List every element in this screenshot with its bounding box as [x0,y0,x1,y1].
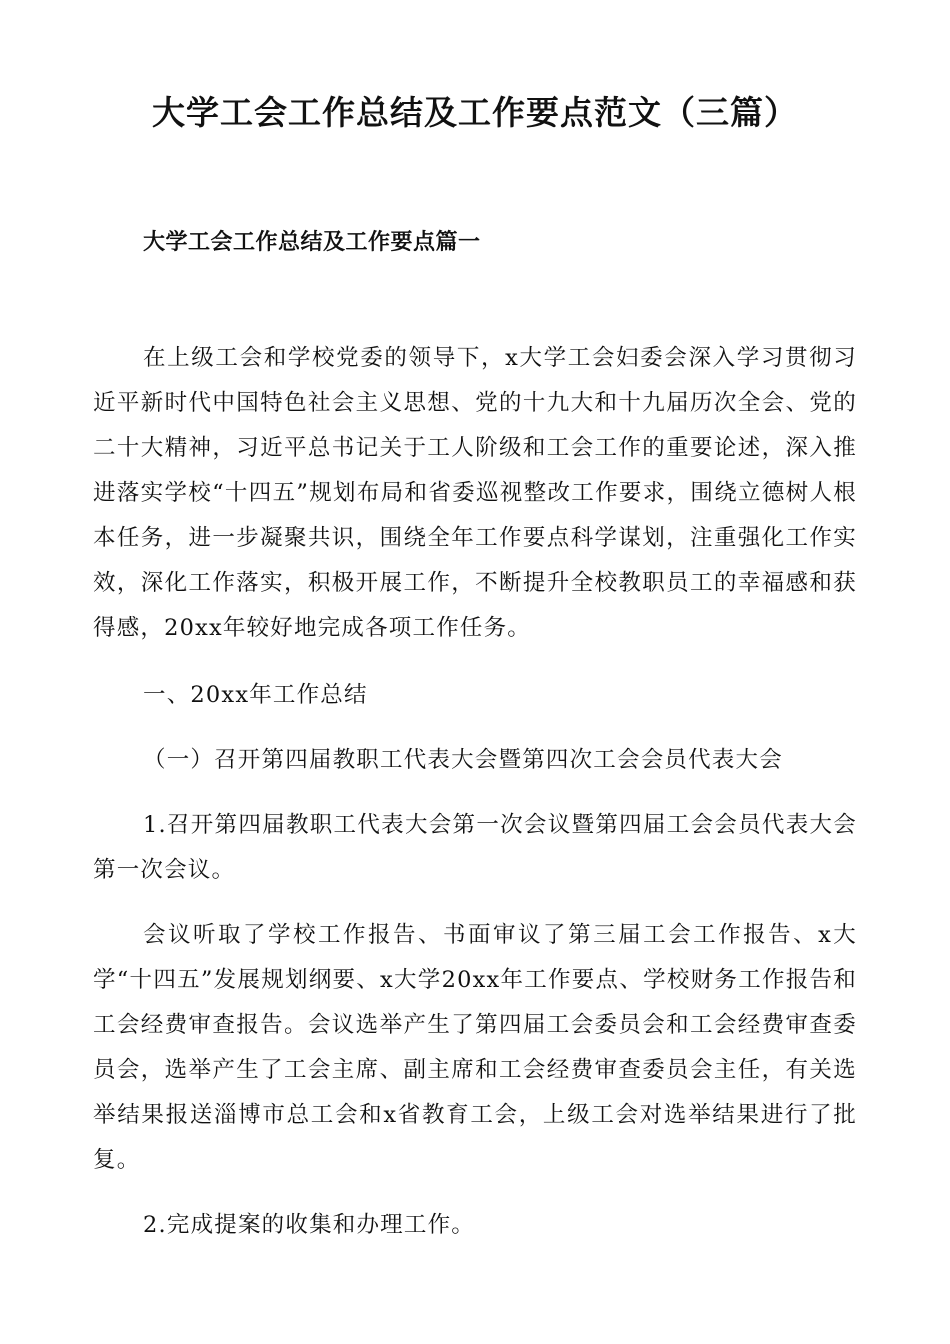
document-body [93,336,857,1268]
paragraph-heading-summary: 一、20xx年工作总结 [143,682,368,708]
paragraph-meeting-details: 会议听取了学校工作报告、书面审议了第三届工会工作报告、x大学“十四五”发展规划纲要、x大学20xx年工作要点、学校财务工作报告和工会经费审查报告。会议选举产生了第四届工会委员会和工会经费审查委员会，选举产生了工会主席、副主席和工会经费审查委员会主任，有关选举结果报送淄博市总工会和x省教育工会，上级工会对选举结果进行了批复。 [93,922,857,1173]
document-title: 大学工会工作总结及工作要点范文（三篇） [152,93,798,132]
section-heading: 大学工会工作总结及工作要点篇一 [143,230,481,255]
paragraph-subheading-congress: （一）召开第四届教职工代表大会暨第四次工会会员代表大会 [143,747,783,773]
paragraph-item-1: 1.召开第四届教职工代表大会第一次会议暨第四届工会会员代表大会第一次会议。 [93,812,857,883]
paragraph-intro: 在上级工会和学校党委的领导下，x大学工会妇委会深入学习贯彻习近平新时代中国特色社会主义思想、党的十九大和十九届历次全会、党的二十大精神，习近平总书记关于工人阶级和工会工作的重要论述，深入推进落实学校“十四五”规划布局和省委巡视整改工作要求，围绕立德树人根本任务，进一步凝聚共识，围绕全年工作要点科学谋划，注重强化工作实效，深化工作落实，积极开展工作，不断提升全校教职员工的幸福感和获得感，20xx年较好地完成各项工作任务。 [93,345,857,641]
paragraph-item-2: 2.完成提案的收集和办理工作。 [143,1212,475,1238]
